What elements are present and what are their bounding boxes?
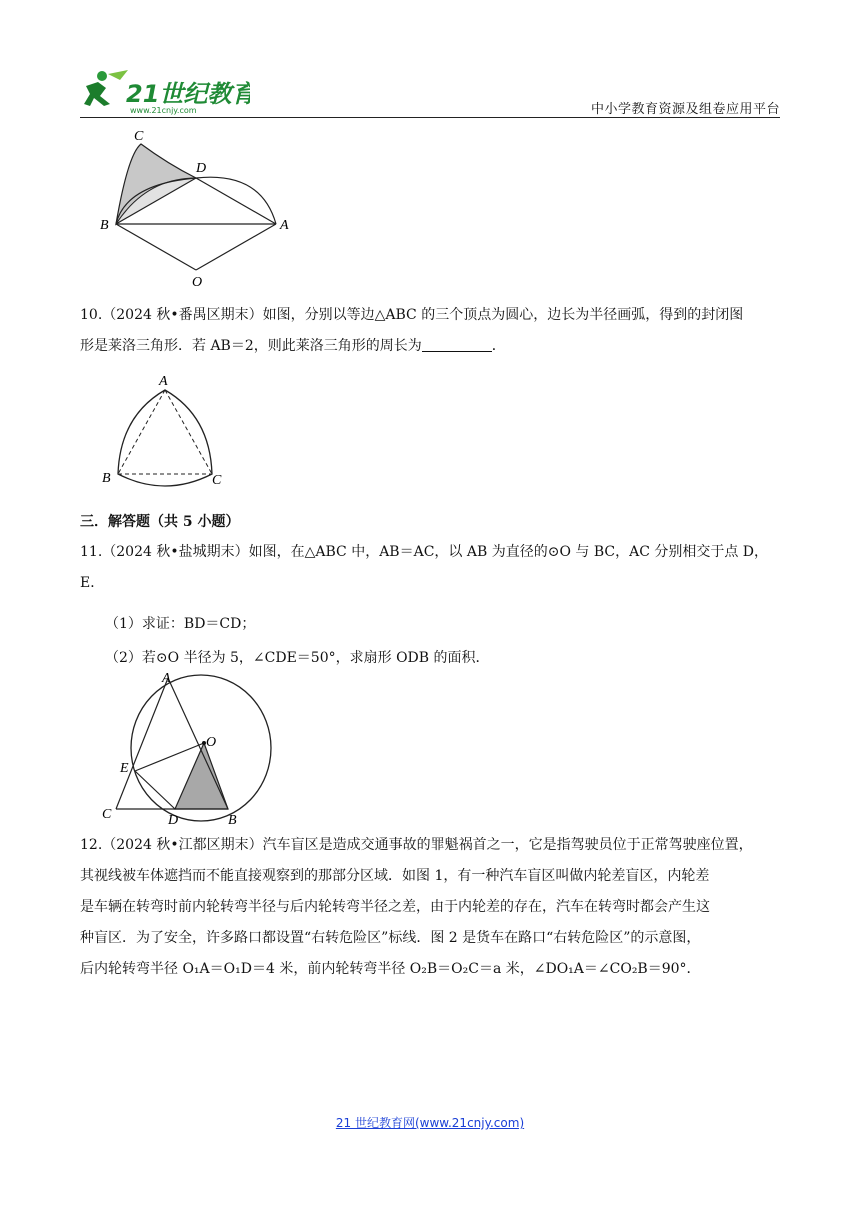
q10-text-line1: 如图，分别以等边△ABC 的三个顶点为圆心，边长为半径画弧，得到的封闭图 [262, 307, 744, 323]
footer-link[interactable]: 21 世纪教育网(www.21cnjy.com) [335, 1116, 525, 1130]
platform-title: 中小学教育资源及组卷应用平台 [590, 102, 780, 117]
segment-da [196, 178, 276, 224]
q11-source: （2024 秋•盐城期末） [102, 544, 249, 560]
label-a: A [162, 671, 171, 686]
q12-number: 12. [80, 837, 103, 853]
segment-oa [196, 224, 276, 270]
header-divider [80, 117, 780, 118]
label-a: A [280, 218, 289, 233]
q10-period: ． [491, 338, 506, 354]
dashed-ac [165, 390, 212, 474]
q11-text-line2: E． [80, 575, 105, 591]
shaded-sector-odb [175, 743, 228, 809]
figure-q9 [96, 126, 306, 291]
question-11 [80, 537, 780, 599]
label-b: B [100, 218, 109, 233]
section-heading: 三．解答题（共 5 小题） [80, 514, 240, 530]
q12-line1: 汽车盲区是造成交通事故的罪魁祸首之一，它是指驾驶员位于正常驾驶座位置， [262, 837, 753, 853]
q10-source: （2024 秋•番禺区期末） [102, 307, 263, 323]
logo-url: www.21cnjy.com [130, 106, 197, 115]
q12-source: （2024 秋•江都区期末） [102, 837, 263, 853]
segment-bo [116, 224, 196, 270]
question-12 [80, 830, 780, 985]
q10-text-line2: 形是莱洛三角形．若 AB＝2，则此莱洛三角形的周长为 [80, 338, 422, 354]
figure-q11 [98, 668, 278, 826]
label-c: C [134, 129, 144, 144]
q11-subquestion-1: （1）求证：BD＝CD； [105, 616, 256, 632]
q12-line3: 是车辆在转弯时前内轮转弯半径与后内轮转弯半径之差，由于内轮差的存在，汽车在转弯时都会产生这 [80, 899, 710, 915]
label-c: C [212, 473, 222, 488]
q12-line4: 种盲区．为了安全，许多路口都设置“右转危险区”标线．图 2 是货车在路口“右转危险区”的示意图， [80, 930, 701, 946]
q12-line2: 其视线被车体遮挡而不能直接观察到的那部分区域．如图 1，有一种汽车盲区叫做内轮差盲区，内轮差 [80, 868, 710, 884]
q12-line5: 后内轮转弯半径 O₁A＝O₁D＝4 米，前内轮转弯半径 O₂B＝O₂C＝a 米，∠DO₁A＝∠CO₂B＝90°． [80, 961, 701, 977]
dashed-ab [118, 390, 165, 474]
q11-subquestion-2: （2）若⊙O 半径为 5，∠CDE＝50°，求扇形 ODB 的面积． [105, 650, 490, 666]
label-e: E [120, 761, 129, 776]
reuleaux-boundary [118, 390, 212, 486]
figure-q10-reuleaux [100, 372, 230, 490]
runner-logo-icon [80, 66, 250, 116]
answer-blank[interactable] [422, 337, 492, 352]
q11-number: 11. [80, 544, 103, 560]
segment-ac [116, 678, 168, 809]
label-o: O [192, 275, 203, 290]
label-d: D [196, 161, 207, 176]
label-a: A [159, 374, 168, 389]
label-b: B [228, 813, 237, 826]
label-d: D [168, 813, 179, 826]
label-o: O [206, 735, 217, 750]
label-c: C [102, 807, 112, 822]
logo-text: 21世纪教育 [126, 80, 250, 108]
page-header [80, 66, 780, 118]
q10-number: 10. [80, 307, 103, 323]
page-footer [0, 1114, 860, 1131]
question-10 [80, 300, 780, 362]
label-b: B [102, 471, 111, 486]
q11-text-line1: 如图，在△ABC 中，AB＝AC，以 AB 为直径的⊙O 与 BC，AC 分别相交于点 D， [248, 544, 769, 560]
site-logo[interactable] [80, 66, 250, 120]
